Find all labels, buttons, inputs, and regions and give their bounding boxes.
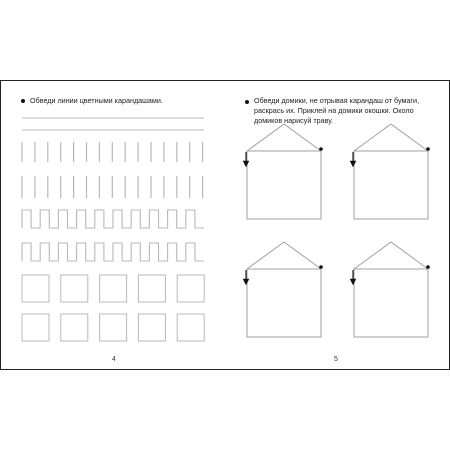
house-roof <box>247 124 321 151</box>
house-roof <box>354 242 428 269</box>
square-trace-shape <box>177 275 204 302</box>
start-dot-icon <box>426 265 430 269</box>
house-outline <box>353 242 430 337</box>
square-trace-shape <box>61 275 88 302</box>
square-trace-shape <box>100 275 127 302</box>
left-page-number: 4 <box>112 356 116 363</box>
square-trace-shape <box>100 314 127 341</box>
square-trace-shape <box>22 314 49 341</box>
square-trace-shape <box>138 314 165 341</box>
house-tracing-area <box>246 124 430 337</box>
tracing-exercises <box>0 80 450 370</box>
right-instruction-line-1: Обведи домики, не отрывая карандаш от бумаги, <box>254 96 420 105</box>
start-dot-icon <box>319 147 323 151</box>
square-trace-shape <box>22 275 49 302</box>
start-dot-icon <box>426 147 430 151</box>
house-wall <box>354 269 428 337</box>
house-outline <box>353 124 430 219</box>
square-trace-shape <box>61 314 88 341</box>
right-instruction-line-2: раскрась их. Приклей на домики окошки. Около <box>254 106 414 115</box>
right-instruction-line-3: домиков нарисуй траву. <box>254 116 334 125</box>
meander-trace-line <box>22 243 204 261</box>
meander-trace-line <box>22 210 204 228</box>
workbook-spread <box>0 80 450 370</box>
house-wall <box>247 269 321 337</box>
right-page-number: 5 <box>334 356 338 363</box>
line-tracing-area <box>22 118 204 341</box>
start-dot-icon <box>319 265 323 269</box>
house-roof <box>354 124 428 151</box>
house-outline <box>246 124 323 219</box>
house-outline <box>246 242 323 337</box>
square-trace-shape <box>138 275 165 302</box>
left-instruction: Обведи линии цветными карандашами. <box>30 96 163 105</box>
house-roof <box>247 242 321 269</box>
house-wall <box>247 151 321 219</box>
house-wall <box>354 151 428 219</box>
square-trace-shape <box>177 314 204 341</box>
